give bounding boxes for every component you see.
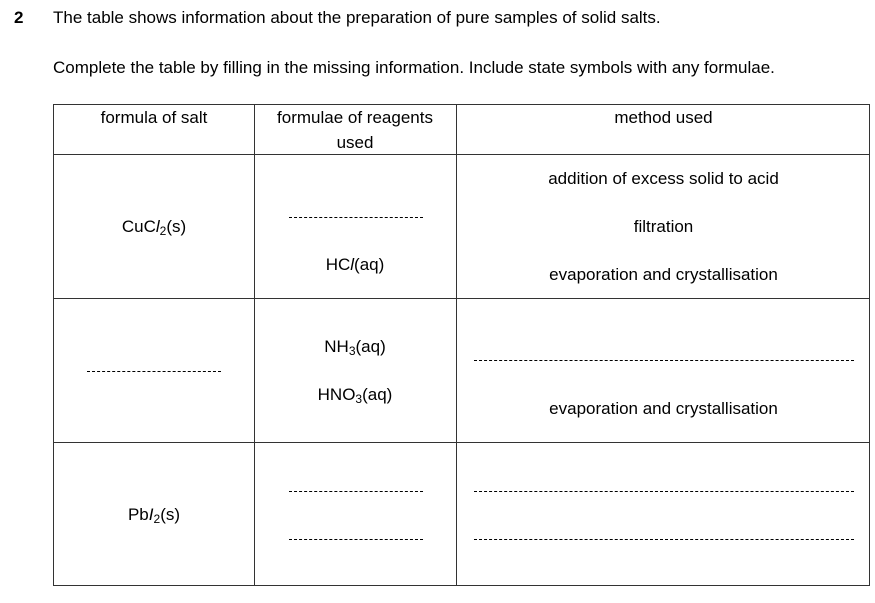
row1-reagent1-answer-line[interactable] [289,217,423,218]
row2-method1-answer-line[interactable] [474,360,854,361]
header-reagents-line2: used [336,133,374,152]
row3-method2-answer-line[interactable] [474,539,854,540]
row1-method-1: addition of excess solid to acid [548,169,779,188]
row3-reagent1-answer-line[interactable] [289,491,423,492]
row3-reagent2-answer-line[interactable] [289,539,423,540]
question-number: 2 [14,8,24,27]
row1-reagent2-formula: HCl(aq) [325,255,385,274]
header-reagents-line1: formulae of reagents [277,108,433,127]
row1-method-3: evaporation and crystallisation [549,265,778,284]
salts-table [53,104,870,586]
header-salt: formula of salt [100,108,208,127]
row2-salt-answer-line[interactable] [87,371,221,372]
row3-method1-answer-line[interactable] [474,491,854,492]
row2-reagent2-formula: $HNO_3(aq)$ [317,385,393,406]
row2-reagent1-formula: $NH_3(aq)$ [324,337,386,358]
row1-method-2: filtration [633,217,694,236]
header-method: method used [614,108,713,127]
row-divider [54,154,869,155]
question-stem: The table shows information about the preparation of pure samples of solid salts. [53,8,661,27]
question-instruction: Complete the table by filling in the missing information. Include state symbols with any formulae. [53,58,775,77]
row3-salt-formula: PbI$_2$(s) [127,505,181,526]
row1-salt-formula: CuCl$_2$(s) [121,217,187,238]
row2-method-2: evaporation and crystallisation [549,399,778,418]
row-divider [54,442,869,443]
row-divider [54,298,869,299]
